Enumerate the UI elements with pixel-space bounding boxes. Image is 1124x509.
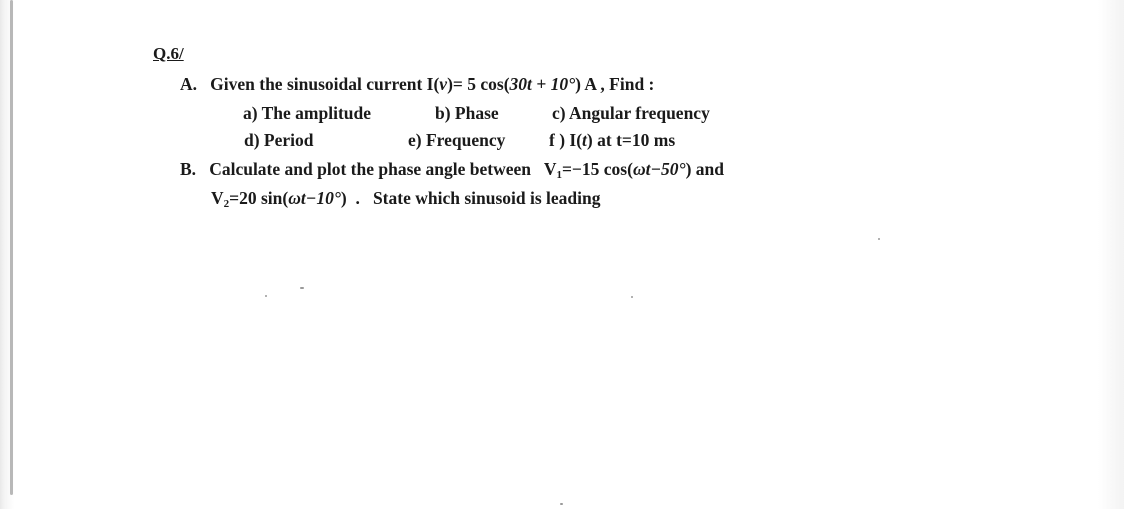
v2-expr-start: =20 sin(: [229, 188, 289, 208]
part-a-text-mid: )= 5 cos(: [447, 74, 510, 94]
part-a-marker: A.: [180, 74, 198, 94]
v1-subscript: 1: [556, 169, 562, 181]
item-a-amplitude: a) The amplitude: [243, 103, 372, 123]
v2-argument: ωt−10°: [288, 188, 341, 208]
separator-dot: .: [355, 188, 360, 208]
v1-expr-end: ) and: [685, 159, 724, 179]
v2-symbol: V: [211, 188, 224, 208]
v2-subscript: 2: [223, 198, 230, 210]
item-f-label: f ) I(: [549, 130, 583, 150]
question-number: Q.6/: [153, 44, 184, 63]
item-b-phase: b) Phase: [435, 103, 499, 123]
v1-symbol: V: [543, 159, 557, 179]
v1-argument: ωt−50°: [632, 159, 686, 179]
item-c-angular-frequency: c) Angular frequency: [552, 103, 710, 123]
part-b-line: [180, 159, 724, 181]
part-b-line-2: [211, 188, 601, 210]
part-a-argument: 30t + 10°: [509, 74, 576, 94]
part-a-line: [180, 74, 654, 95]
item-f-rest: ) at t=10 ms: [586, 130, 676, 150]
v2-expr-end: ): [340, 188, 347, 208]
item-f-var-t: t: [582, 130, 587, 150]
scan-speck: [878, 238, 880, 240]
part-b-text: Calculate and plot the phase angle between: [209, 159, 531, 179]
part-b-marker: B.: [180, 159, 197, 179]
scan-speck: [631, 296, 633, 298]
scan-speck: [560, 503, 563, 505]
leading-question-text: State which sinusoid is leading: [372, 188, 601, 208]
item-d-period: d) Period: [244, 130, 314, 150]
part-a-var-v: v: [439, 74, 448, 94]
part-a-text-before: Given the sinusoidal current I(: [210, 74, 440, 94]
v2-expression: [211, 188, 347, 208]
v1-expression: [544, 159, 724, 179]
part-a-text-after: ) A , Find :: [575, 74, 655, 94]
scan-speck: [300, 287, 304, 289]
item-f-current-at-time: [549, 130, 675, 151]
v1-expr-start: =−15 cos(: [561, 159, 633, 179]
scan-speck: [265, 295, 267, 297]
item-e-frequency: e) Frequency: [408, 130, 506, 150]
